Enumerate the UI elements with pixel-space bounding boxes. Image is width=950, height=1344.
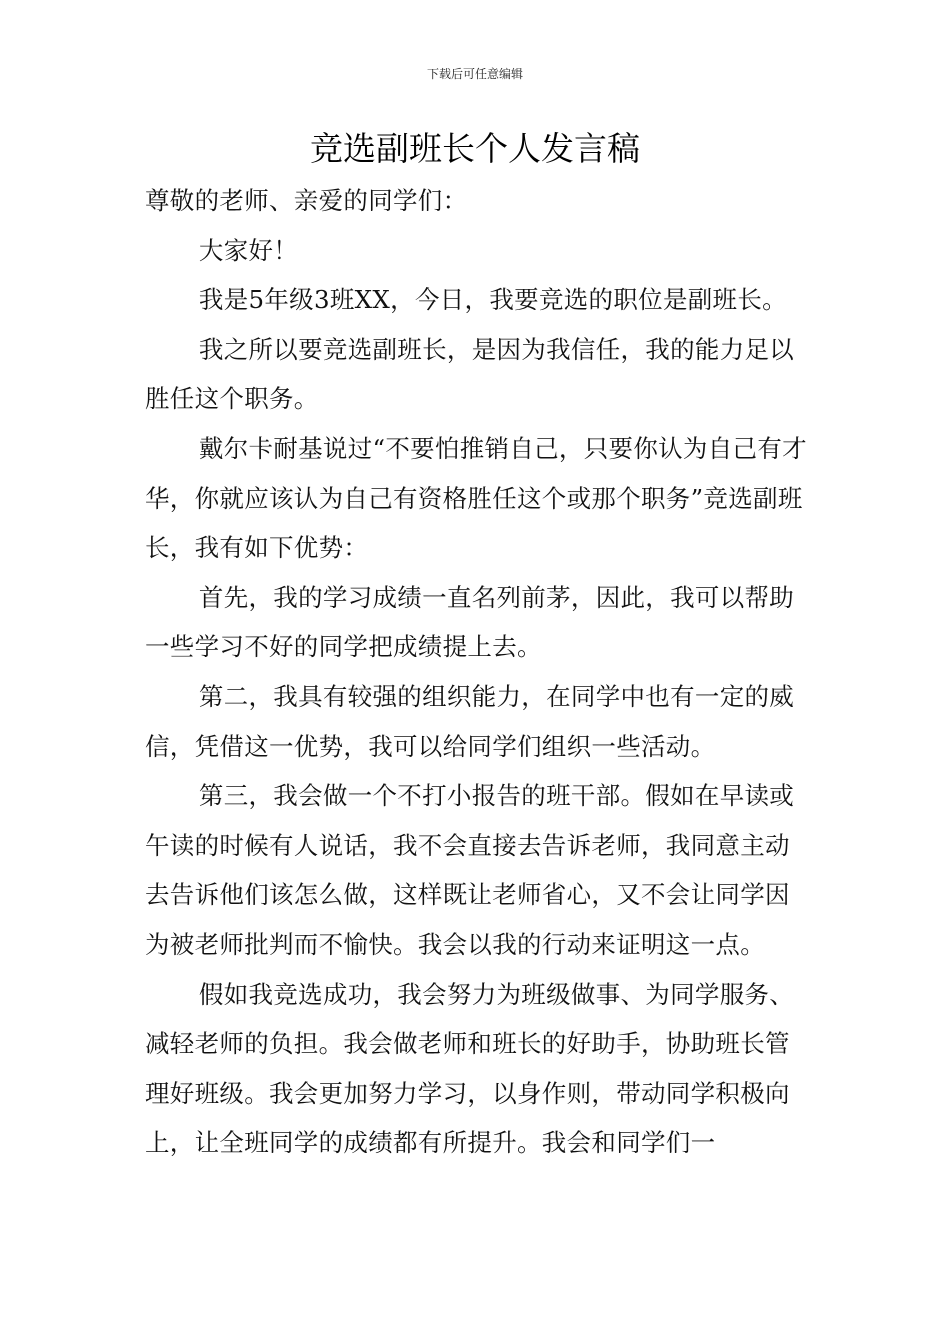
paragraph-first-advantage: 首先，我的学习成绩一直名列前茅，因此，我可以帮助一些学习不好的同学把成绩提上去。 <box>145 582 795 662</box>
salutation: 尊敬的老师、亲爱的同学们： <box>145 186 468 215</box>
document-title: 竞选副班长个人发言稿 <box>310 129 640 168</box>
paragraph-introduction: 我是5年级3班XX，今日，我要竞选的职位是副班长。 <box>198 285 787 315</box>
paragraph-quote: 戴尔卡耐基说过“不要怕推销自己，只要你认为自己有才华，你就应该认为自己有资格胜任这个或那个职务”竞选副班长，我有如下优势： <box>145 433 807 563</box>
page-header-note: 下载后可任意编辑 <box>426 67 523 81</box>
paragraph-greeting: 大家好！ <box>198 235 299 265</box>
paragraph-commitment: 假如我竞选成功，我会努力为班级做事、为同学服务、减轻老师的负担。我会做老师和班长的好助手，协助班长管理好班级。我会更加努力学习，以身作则，带动同学积极向上，让全班同学的成绩都有所提升。我会和同学们一 <box>145 979 795 1158</box>
paragraph-second-advantage: 第二，我具有较强的组织能力，在同学中也有一定的威信，凭借这一优势，我可以给同学们组织一些活动。 <box>145 681 795 761</box>
document-body <box>145 176 810 1168</box>
paragraph-third-advantage: 第三，我会做一个不打小报告的班干部。假如在早读或午读的时候有人说话，我不会直接去告诉老师，我同意主动去告诉他们该怎么做，这样既让老师省心，又不会让同学因为被老师批判而不愉快。我会以我的行动来证明这一点。 <box>145 781 795 959</box>
paragraph-reason: 我之所以要竞选副班长，是因为我信任，我的能力足以胜任这个职务。 <box>145 334 795 414</box>
